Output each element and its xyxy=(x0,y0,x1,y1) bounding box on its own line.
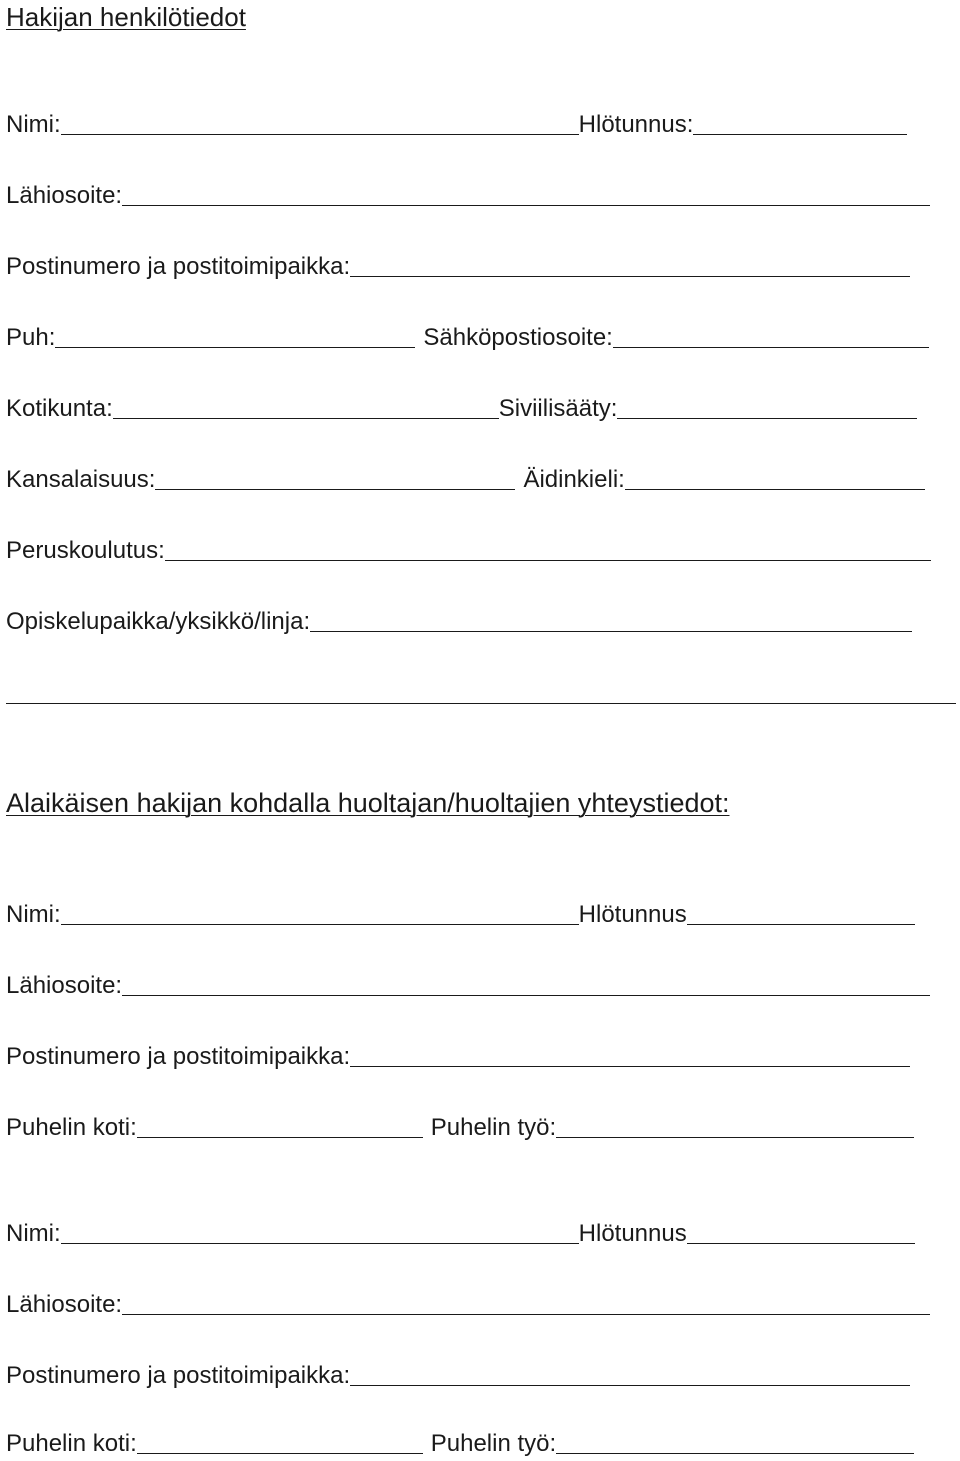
guardian1-home-phone-label: Puhelin koti: xyxy=(6,1114,137,1141)
applicant-marital-field[interactable] xyxy=(617,418,917,419)
guardian1-home-phone-field[interactable] xyxy=(137,1137,423,1138)
guardian-section-heading: Alaikäisen hakijan kohdalla huoltajan/huoltajien yhteystiedot: xyxy=(6,788,730,818)
guardian2-phone-row xyxy=(6,1425,914,1459)
applicant-school-field[interactable] xyxy=(165,560,931,561)
guardian2-street-row xyxy=(6,1286,930,1320)
applicant-street-field[interactable] xyxy=(122,205,930,206)
applicant-citizenship-field[interactable] xyxy=(155,489,515,490)
applicant-marital-label: Siviilisääty: xyxy=(498,395,618,422)
applicant-postal-row xyxy=(6,248,910,282)
applicant-phone-label: Puh: xyxy=(6,324,56,351)
guardian1-street-label: Lähiosoite: xyxy=(6,972,123,999)
applicant-citizenship-label: Kansalaisuus: xyxy=(6,466,156,493)
guardian1-name-row xyxy=(6,896,915,930)
guardian2-ssn-label: Hlötunnus xyxy=(578,1220,687,1247)
applicant-study-place-row xyxy=(6,603,912,637)
guardian2-ssn-field[interactable] xyxy=(687,1243,915,1244)
guardian1-ssn-field[interactable] xyxy=(687,924,915,925)
applicant-citizenship-row xyxy=(6,461,925,495)
guardian2-home-phone-field[interactable] xyxy=(137,1453,423,1454)
guardian1-ssn-label: Hlötunnus xyxy=(578,901,687,928)
guardian2-postal-row xyxy=(6,1357,910,1391)
guardian2-postal-field[interactable] xyxy=(350,1385,910,1386)
guardian1-work-phone-field[interactable] xyxy=(556,1137,914,1138)
applicant-language-label: Äidinkieli: xyxy=(523,466,625,493)
applicant-school-label: Peruskoulutus: xyxy=(6,537,165,564)
guardian1-name-field[interactable] xyxy=(61,924,579,925)
applicant-email-label: Sähköpostiosoite: xyxy=(423,324,613,351)
guardian1-phone-row xyxy=(6,1109,914,1143)
guardian2-name-label: Nimi: xyxy=(6,1220,61,1247)
applicant-language-field[interactable] xyxy=(625,489,925,490)
applicant-study-place-label: Opiskelupaikka/yksikkö/linja: xyxy=(6,608,311,635)
guardian2-street-field[interactable] xyxy=(122,1314,930,1315)
applicant-email-field[interactable] xyxy=(613,347,929,348)
guardian2-work-phone-field[interactable] xyxy=(556,1453,914,1454)
applicant-ssn-field[interactable] xyxy=(693,134,907,135)
guardian2-work-phone-label: Puhelin työ: xyxy=(430,1430,557,1457)
page-title: Hakijan henkilötiedot xyxy=(6,2,246,32)
guardian2-name-row xyxy=(6,1215,915,1249)
applicant-municipality-label: Kotikunta: xyxy=(6,395,113,422)
guardian2-home-phone-label: Puhelin koti: xyxy=(6,1430,137,1457)
guardian1-postal-row xyxy=(6,1038,910,1072)
applicant-municipality-row xyxy=(6,390,917,424)
guardian1-name-label: Nimi: xyxy=(6,901,61,928)
guardian1-work-phone-label: Puhelin työ: xyxy=(430,1114,557,1141)
applicant-ssn-label: Hlötunnus: xyxy=(578,111,694,138)
guardian2-street-label: Lähiosoite: xyxy=(6,1291,123,1318)
applicant-postal-label: Postinumero ja postitoimipaikka: xyxy=(6,253,351,280)
applicant-study-place-continuation-field[interactable] xyxy=(6,703,956,704)
guardian1-postal-field[interactable] xyxy=(350,1066,910,1067)
applicant-street-label: Lähiosoite: xyxy=(6,182,123,209)
applicant-school-row xyxy=(6,532,931,566)
applicant-postal-field[interactable] xyxy=(350,276,910,277)
applicant-phone-row xyxy=(6,319,929,353)
applicant-name-field[interactable] xyxy=(61,134,579,135)
guardian1-street-field[interactable] xyxy=(122,995,930,996)
applicant-name-row xyxy=(6,106,907,140)
applicant-name-label: Nimi: xyxy=(6,111,61,138)
applicant-phone-field[interactable] xyxy=(55,347,415,348)
guardian2-name-field[interactable] xyxy=(61,1243,579,1244)
guardian1-postal-label: Postinumero ja postitoimipaikka: xyxy=(6,1043,351,1070)
applicant-municipality-field[interactable] xyxy=(113,418,499,419)
applicant-street-row xyxy=(6,177,930,211)
guardian1-street-row xyxy=(6,967,930,1001)
applicant-study-place-field[interactable] xyxy=(310,631,912,632)
guardian2-postal-label: Postinumero ja postitoimipaikka: xyxy=(6,1362,351,1389)
